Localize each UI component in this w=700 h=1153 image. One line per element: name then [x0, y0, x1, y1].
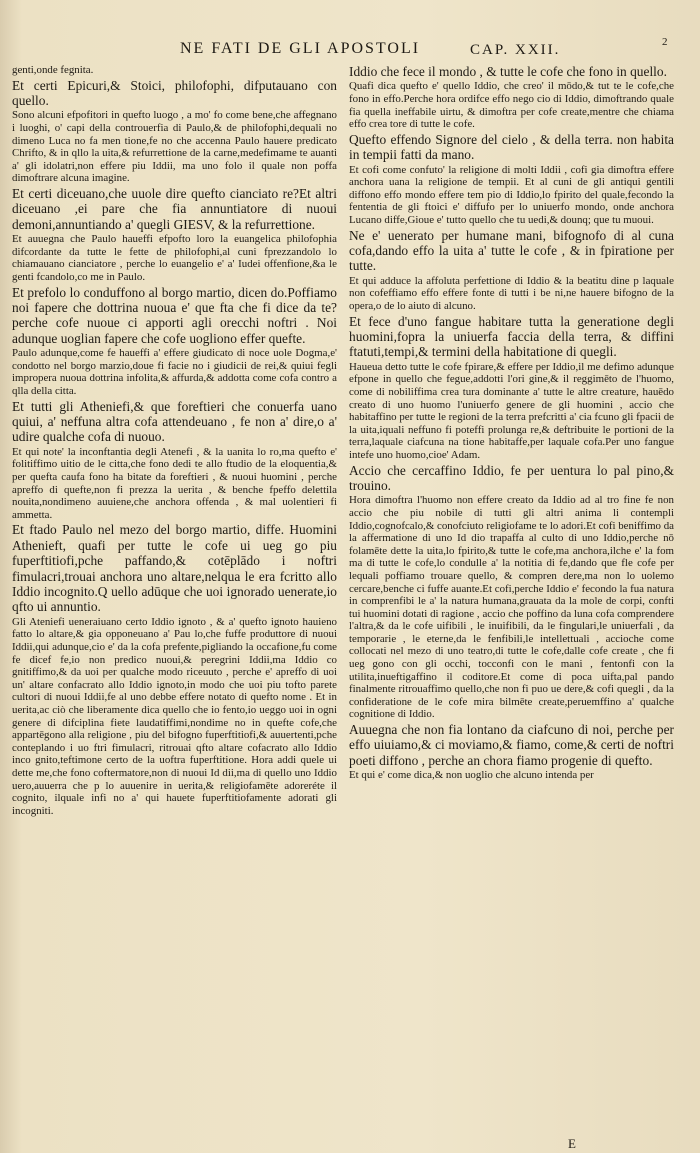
- verse-paragraph: Quefto effendo Signore del cielo , & della terra. non habita in tempii fatti da mano.: [349, 131, 674, 163]
- verse-paragraph: Auuegna che non fia lontano da ciafcuno di noi, perche per effo uiuiamo,& ci moviamo,& fiamo, come,& certi de noftri poeti diffono , perche an chora fiamo progenie di quefto.: [349, 722, 674, 768]
- signature-mark: E: [568, 1136, 576, 1151]
- running-title: NE FATI DE GLI APOSTOLI: [180, 40, 421, 57]
- commentary-paragraph: Et cofi come confuto' la religione di molti Iddii , cofi gia dimoftra effere anchora uana la religione de tempii. Et al cuni de gli antiqui gentili diffono effo mondo effere tem pio di Iddio,lo fpirito del quale,fecondo la fententia de gli ftoici e' diffufo per lo uniuerfo mondo, onde anchora Lucano diffe,Gioue e' tutto quello che tu uedi,& dounq; que tu muoui.: [349, 163, 674, 226]
- commentary-paragraph: genti,onde fegnita.: [12, 64, 94, 76]
- commentary-paragraph: Haueua detto tutte le cofe fpirare,& effere per Iddio,il me defimo adunque efpone in quello che fegue,addotti l'ori gine,& il reggimēto de l'huomo, come di nobiliffima crea tura dominante a' tutte le altre creature, hauēdo creato di uno huomo l'uniuerfo genere de gli huomini , accio che habitaffino per tutte le regioni de la terra prefcritti a' cia fcuno gli fpacii de la uita,iquali neffuno fi poteffi prolunga re,& deftribuite le portioni de la terra,laquale ciafcuna na tione habitaffe,per laquale cofa.Per uno fangue intefe uno huomo,cioe' Adam.: [349, 360, 674, 461]
- left-column: [12, 64, 337, 818]
- commentary-paragraph: Et qui e' come dica,& non uoglio che alcuno intenda per: [349, 769, 594, 782]
- commentary-paragraph: Et qui adduce la affoluta perfettione di Iddio & la beatitu dine p laquale non cofeffiamo effo effere fonte di tutti i be ni,ne hauere bifogno de la opera,o de lo aiuto di alcuno.: [349, 274, 674, 312]
- verse-paragraph: Et tutti gli Atheniefi,& que foreftieri che conuerfa uano quiui, a' neffuna altra cofa attendeuano , fe non a' dire,o a' udire qualche cofa di nuouo.: [12, 398, 337, 445]
- verse-paragraph: Et certi Epicuri,& Stoici, philofophi, difputauano con quello.: [12, 77, 337, 108]
- verse-paragraph: Et certi diceuano,che uuole dire quefto cianciato re?Et altri diceuano ,ei pare che fia annuntiatore di nuoui demoni,annuntiando a' quegli GIESV, & la refurrettione.: [12, 185, 337, 232]
- commentary-paragraph: Et qui note' la inconftantia degli Atenefi , & la uanita lo ro,ma quefto e' folitiffimo uitio de le citta,che fono dedi te allo ftudio de la eloquentia,& per quefta caufa fono ha bitate da foreftieri , & nuoui huomini , perche apreffo di quefte,non fi prezza la uerita , & benche fpeffo delettila nouita,nondimeno auuiene,che anchora offenda , & mal uolentieri fi ammetta.: [12, 445, 337, 521]
- verse-paragraph: Iddio che fece il mondo , & tutte le cofe che fono in quello.: [349, 64, 667, 79]
- right-column: [349, 64, 674, 818]
- chapter-number: CAP. XXII.: [470, 42, 561, 58]
- running-head: [12, 30, 684, 64]
- verse-paragraph: Et fece d'uno fangue habitare tutta la generatione degli huomini,fopra la uniuerfa faccia della terra, & diffini ftatuti,tempi,& termini della habitatione di quegli.: [349, 313, 674, 360]
- text-columns: [12, 64, 684, 818]
- commentary-paragraph: Gli Ateniefi ueneraiuano certo Iddio ignoto , & a' quefto ignoto hauieno fatto lo altare,& gia opponeuano a' Pau lo,che fuffe produttore di nuoui Iddii,qui adunque,cio e' da la cofa prefente,pigliando la occafione,fu come fe dicef fe,io non predico nuoui,& peregrini Iddii,ma Iddio co gnitiffimo,& da uoi per qualche modo riceuuto , perche e' apreffo di uoi un' altare confacrato allo Iddio ignoto,in modo che uoi piu tofto parete cultori di nuoui Iddii,fe al uno debbe effere notato di quefto nome . Et in uerita,ac ciò che liberamente dica quello che io fento,io ueggo uoi in ogni genere di difciplina fiete laudatiffimi,nondime no in quefte cofe,che appartēgono alla religione , piu del bifogno fuperftitiofi,& auuertenti,pche conteplando i uo ftri fimulacri, ritrouai qfto altare cofacrato allo Iddio inco gnito,teftimone certo de la uoftra fuperftitione. Hora addi quele ui dette me,che fono coftermatore,non di nuoui Id dii,ma di quello uno Iddio uero,auuerra che p lo auuenire in uerita,& religiofamēte adoreréte il cognito, ilquale infi no a' qui hauete fuperftitiofamente adorati gli incogniti.: [12, 615, 337, 817]
- commentary-paragraph: Hora dimoftra l'huomo non effere creato da Iddio ad al tro fine fe non accio che piu nobile di tutti gli altri anima li contempli Iddio,cognofcalo,& conofciuto religiofame te lo adori.Et cofi beniffimo da la affermatione di uno Id dio trapaffa al culto di uno Iddio,perche nō folamēte dette la uita,lo fpirito,& tutte le cofe,ma anchora,ilche e' la fom ma di tutte le cofe,lo condulle a' la notitia di fe,dando que fle cofe per lequali poffiamo trouare quello, & compren dere,ma non lo uolemo cercare,benche ci fuffe auante.Et cofi,perche Iddio e' fecondo la fua natura in comprenfibi le a' la natura humana,grauata da la mole de corpi, confti tui huomini dotati di ragione , accio che poffino da luna cofa comprendere l'altra,& da le cofe uifibili , le inuifibili, da le fingulari,le uniuerfali , da temporarie , le eterne,da le fenfibili,le intellettuali , accioche come collocati nel mezo di uno teatro,di tutte le cofe,dalle cofe create , che fi ueg gono con gli occhi, tocconfi con le mani , fentonfi con la utilita,inueftigaffino il coditore.Et come di poca uifta,pal pando finalmente ritrouaffimo quello,che non fi puo ue dere,& cofi quegli , da la confideratione de le cofe mira bilmēte create,peruemffino a' qualche cognitione di Iddio.: [349, 494, 674, 721]
- commentary-paragraph: Et auuegna che Paulo haueffi efpofto loro la euangelica philofophia difcordante da tutte le fette de philofophi,al cuni fprezzandolo lo chiamauano cianciatore , perche lo euangelio e' a' Iudei offenfione,&a le genti fcandolo,co me in Paulo.: [12, 233, 337, 283]
- verse-paragraph: Et prefolo lo conduffono al borgo martio, dicen do.Poffiamo noi fapere che dottrina nuoua e' que fta che fi dice da te? perche cofe nuoue ci apporti agli orecchi noftri . Noi adunque uoglian fapere che cofe uogliono effer quefte.: [12, 284, 337, 346]
- verse-paragraph: Ne e' uenerato per humane mani, bifognofo di al cuna cofa,dando effo la uita a' tutte le cofe , & in fpiratione per tutte.: [349, 227, 674, 274]
- commentary-paragraph: Quafi dica quefto e' quello Iddio, che creo' il mōdo,& tut te le cofe,che fono in effo.Perche hora ordifce effo nego cio di Iddio, dimoftrando quale fia quella ineffabile uirtu, & dimoftra per cofe create,mentre che chiama effo crea tore di tutte le cofe.: [349, 80, 674, 131]
- verse-paragraph: Et ftado Paulo nel mezo del borgo martio, diffe. Huomini Athenieft, quafi per tutte le cofe ui ueg go piu fuperftitiofi,pche paffando,& cotēplādo i noftri fimulacri,trouai anchora uno altare,nelqua le era fcritto allo Iddio incognito.Q uello adūque che uoi ignorado uenerate,io qfto ui annuntio.: [12, 522, 337, 615]
- verse-paragraph: Accio che cercaffino Iddio, fe per uentura lo pal pino,& trouino.: [349, 462, 674, 493]
- commentary-paragraph: Sono alcuni efpofitori in quefto luogo , a mo' fo come bene,che affegnano i luoghi, o' capi della controuerfia di Paulo,& de philofophi,dequali no dimeno Luca no fa men tione,fe no che accenna Paulo hauere predicato Chrifto, & in qllo la uita,& refurrettione de la carne,medefimame te auanti a' gli idolatri,non effere piu Iddii, ma uno folo il quale non poffa dimoftrare alcuna imagine.: [12, 109, 337, 185]
- folio-number: 2: [662, 36, 670, 48]
- commentary-paragraph: Paulo adunque,come fe haueffi a' effere giudicato di noce uole Dogma,e' condotto nel borgo marzio,doue fi facie no i giudicii de rei,& quiui fegli impropera nuoua dottrina infolita,& affurda,& addotta come cofa contro a qlla della citta.: [12, 347, 337, 397]
